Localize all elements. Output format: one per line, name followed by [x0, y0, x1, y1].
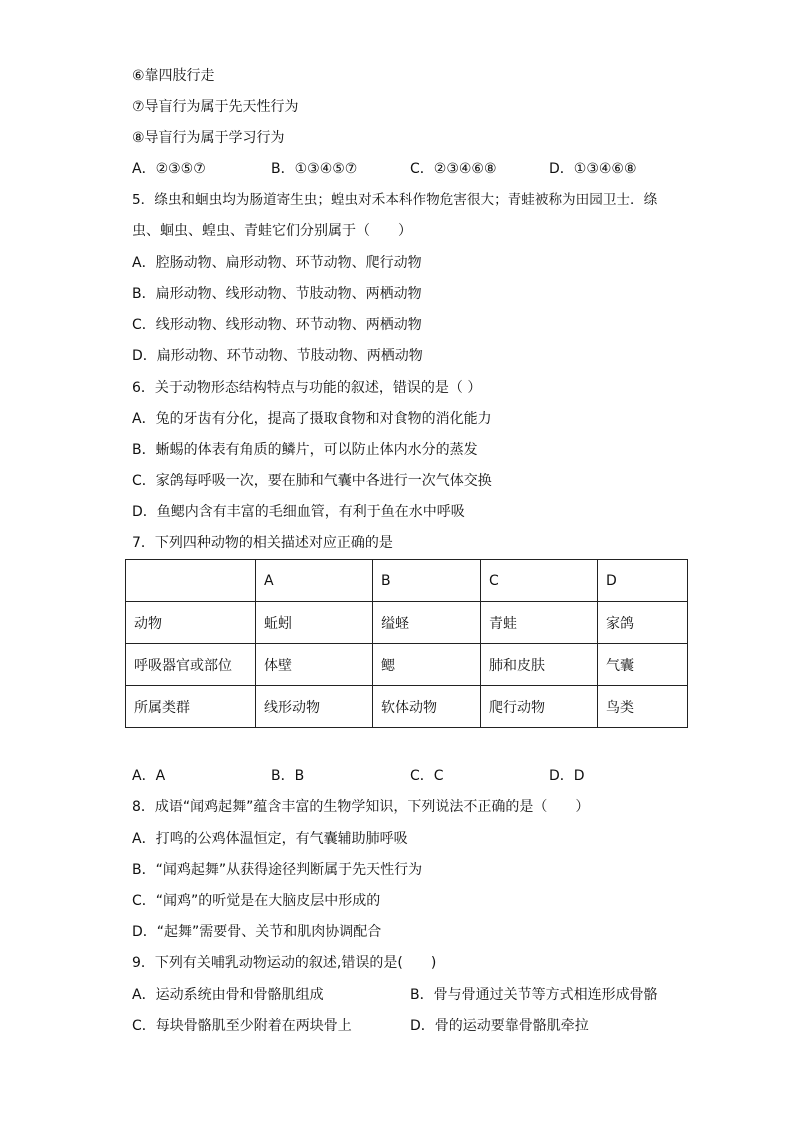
q7-stem: 7．下列四种动物的相关描述对应正确的是: [132, 535, 393, 551]
q5-option-c: C．线形动物、线形动物、环节动物、两栖动物: [132, 317, 422, 333]
table-cell: D: [598, 560, 688, 602]
table-cell: 线形动物: [256, 686, 373, 728]
q4-option-d: D．①③④⑥⑧: [549, 161, 637, 177]
table-cell: [126, 560, 256, 602]
q6-option-b: B．蜥蜴的体表有角质的鳞片，可以防止体内水分的蒸发: [132, 442, 478, 458]
table-cell: 动物: [126, 602, 256, 644]
line-8: ⑧导盲行为属于学习行为: [132, 130, 285, 146]
q5-option-a: A．腔肠动物、扁形动物、环节动物、爬行动物: [132, 255, 422, 271]
line-7: ⑦导盲行为属于先天性行为: [132, 99, 299, 115]
table-cell: C: [481, 560, 598, 602]
q5-option-b: B．扁形动物、线形动物、节肢动物、两栖动物: [132, 286, 422, 302]
q8-option-a: A．打鸣的公鸡体温恒定，有气囊辅助肺呼吸: [132, 831, 408, 847]
table-row: [126, 602, 688, 644]
q7-option-b: B．B: [271, 768, 305, 784]
q6-option-d: D．鱼鳃内含有丰富的毛细血管，有利于鱼在水中呼吸: [132, 504, 465, 520]
table-row: [126, 644, 688, 686]
table-cell: 呼吸器官或部位: [126, 644, 256, 686]
q4-option-c: C．②③④⑥⑧: [410, 161, 497, 177]
q5-option-d: D．扁形动物、环节动物、节肢动物、两栖动物: [132, 348, 423, 364]
q7-table: [125, 559, 688, 728]
table-cell: 气囊: [598, 644, 688, 686]
table-cell: 缢蛏: [373, 602, 481, 644]
q6-option-a: A．兔的牙齿有分化，提高了摄取食物和对食物的消化能力: [132, 411, 492, 427]
q9-option-d: D．骨的运动要靠骨骼肌牵拉: [410, 1018, 589, 1034]
q7-option-d: D．D: [549, 768, 585, 784]
q8-stem: 8．成语“闻鸡起舞”蕴含丰富的生物学知识，下列说法不正确的是（ ）: [132, 799, 590, 815]
q9-option-b: B．骨与骨通过关节等方式相连形成骨骼: [410, 987, 658, 1003]
table-row: [126, 686, 688, 728]
table-cell: B: [373, 560, 481, 602]
q9-stem: 9．下列有关哺乳动物运动的叙述,错误的是( ): [132, 955, 437, 971]
table-cell: 鸟类: [598, 686, 688, 728]
table-cell: 鳃: [373, 644, 481, 686]
q4-option-a: A．②③⑤⑦: [132, 161, 206, 177]
line-6: ⑥靠四肢行走: [132, 68, 215, 84]
q7-option-a: A．A: [132, 768, 166, 784]
q8-option-d: D．“起舞”需要骨、关节和肌肉协调配合: [132, 924, 382, 940]
table-cell: A: [256, 560, 373, 602]
q5-stem-2: 虫、蛔虫、蝗虫、青蛙它们分别属于（ ）: [132, 223, 412, 239]
q6-option-c: C．家鸽每呼吸一次，要在肺和气囊中各进行一次气体交换: [132, 473, 492, 489]
q6-stem: 6．关于动物形态结构特点与功能的叙述，错误的是（ ）: [132, 380, 482, 396]
q8-option-c: C．“闻鸡”的听觉是在大脑皮层中形成的: [132, 893, 381, 909]
q4-option-b: B．①③④⑤⑦: [271, 161, 358, 177]
table-cell: 所属类群: [126, 686, 256, 728]
q5-stem-1: 5．绦虫和蛔虫均为肠道寄生虫；蝗虫对禾本科作物危害很大；青蛙被称为田园卫士．绦: [132, 192, 658, 208]
table-cell: 家鸽: [598, 602, 688, 644]
table-cell: 青蛙: [481, 602, 598, 644]
table-cell: 爬行动物: [481, 686, 598, 728]
table-row: [126, 560, 688, 602]
q8-option-b: B．“闻鸡起舞”从获得途径判断属于先天性行为: [132, 862, 423, 878]
table-cell: 肺和皮肤: [481, 644, 598, 686]
table-cell: 体壁: [256, 644, 373, 686]
q9-option-a: A．运动系统由骨和骨骼肌组成: [132, 987, 324, 1003]
q7-option-c: C．C: [410, 768, 444, 784]
table-cell: 软体动物: [373, 686, 481, 728]
q9-option-c: C．每块骨骼肌至少附着在两块骨上: [132, 1018, 352, 1034]
table-cell: 蚯蚓: [256, 602, 373, 644]
